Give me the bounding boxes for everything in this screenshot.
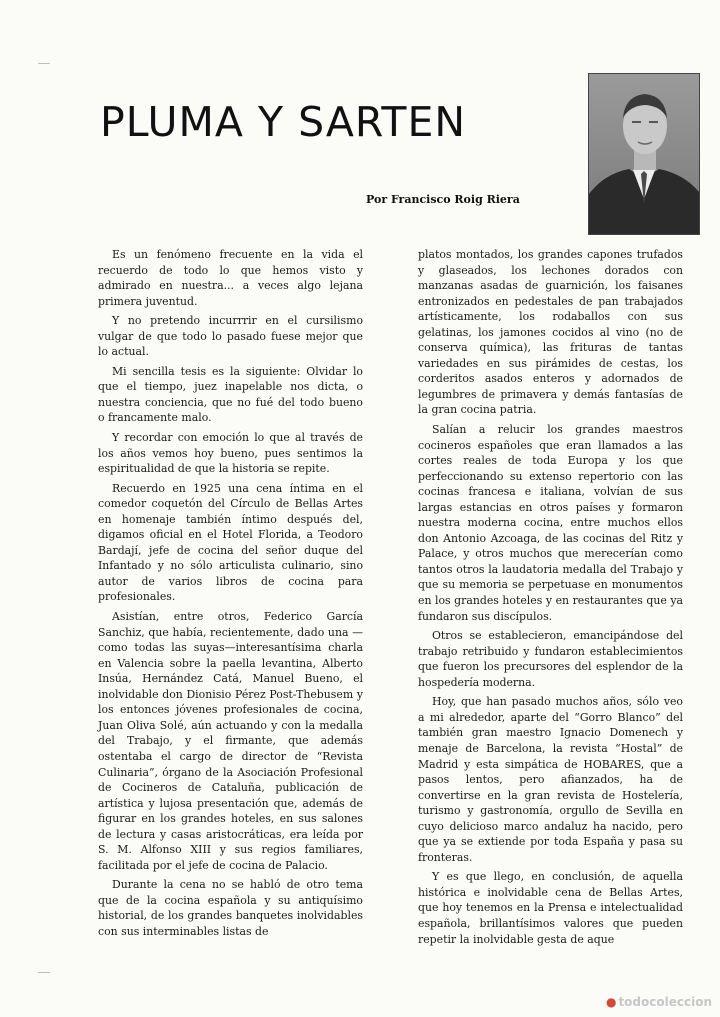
paragraph: Otros se establecieron, emancipándose del trabajo retribuido y fundaron establecimientos que fueron los precursores del esplendor de la hospedería moderna. (418, 629, 683, 689)
article-title: PLUMA Y SARTEN (100, 98, 467, 146)
crop-mark-bottom-left (38, 972, 50, 973)
paragraph: Y es que llego, en conclusión, de aquella histórica e inolvidable cena de Bellas Artes, que hoy tenemos en la Prensa e intelectualidad española, brillantísimos valores que pueden repetir la inolvidable gesta de aque (418, 870, 683, 946)
article-byline: Por Francisco Roig Riera (366, 193, 520, 206)
watermark-text: todocoleccion (618, 995, 712, 1009)
paragraph: Es un fenómeno frecuente en la vida el recuerdo de todo lo que hemos visto y admirado en nuestra... a veces algo lejana primera juventud. (98, 248, 363, 308)
crop-mark-top-left (38, 63, 50, 64)
text-column-left (98, 247, 363, 944)
paragraph: Mi sencilla tesis es la siguiente: Olvidar lo que el tiempo, juez inapelable nos dicta, o nuestra conciencia, que no fué del todo bueno o francamente malo. (98, 364, 363, 425)
paragraph: Asistían, entre otros, Federico García Sanchiz, que había, recientemente, dado una —como todas las suyas—interesantísima charla en Valencia sobre la paella levantina, Alberto Insúa, Hernández Catá, Manuel Bueno, el inolvidable don Dionisio Pérez Post-Thebusem y los entonces jóvenes profesionales de cocina, Juan Oliva Solé, aún actuando y con la medalla del Trabajo, y el firmante, que además ostentaba el cargo de director de “Revista Culinaria”, órgano de la Asociación Profesional de Cocineros de Cataluña, publicación de artística y lujosa presentación que, además de figurar en los grandes hoteles, en sus salones de lectura y casas aristocráticas, era leída por S. M. Alfonso XIII y sus regios familiares, facilitada por el jefe de cocina de Palacio. (98, 610, 363, 872)
text-column-right (418, 247, 683, 951)
paragraph: Y recordar con emoción lo que al través de los años vemos hoy bueno, pues sentimos la espiritualidad de que la historia se repite. (98, 431, 363, 476)
paragraph: Recuerdo en 1925 una cena íntima en el comedor coquetón del Círculo de Bellas Artes en homenaje también íntimo después del, digamos oficial en el Hotel Florida, a Teodoro Bardají, jefe de cocina del señor duque del Infantado y no sólo articulista culinario, sino autor de varios libros de cocina para profesionales. (98, 481, 363, 604)
paragraph: Y no pretendo incurrrir en el cursilismo vulgar de que todo lo pasado fuese mejor que lo actual. (98, 314, 363, 359)
watermark-logo (606, 995, 712, 1009)
portrait-icon (589, 74, 699, 234)
paragraph: Hoy, que han pasado muchos años, sólo veo a mi alrededor, aparte del “Gorro Blanco” del también gran maestro Ignacio Domenech y menaje de Barcelona, la revista “Hostal” de Madrid y esta simpática de HOBARES, que a pasos lentos, pero afianzados, ha de convertirse en la gran revista de Hostelería, turismo y gastronomía, orgullo de Sevilla en cuyo delicioso marco andaluz ha nacido, pero que ya se extiende por toda España y pasa su fronteras. (418, 695, 683, 864)
paragraph: Salían a relucir los grandes maestros cocineros españoles que eran llamados a las cortes reales de toda Europa y los que perfeccionando su extenso repertorio con las cocinas francesa e italiana, volvían de sus largas estancias en otros países y formaron nuestra moderna cocina, entre muchos ellos don Antonio Azcoaga, de las cocinas del Ritz y Palace, y otros muchos que merecerían como tantos otros la laudatoria medalla del Trabajo y que su memoria se perpetuase en monumentos en los grandes hoteles y en restaurantes que ya fundaron sus discípulos. (418, 423, 683, 623)
paragraph: Durante la cena no se habló de otro tema que de la cocina española y su antiquísimo historial, de los grandes banquetes inolvidables con sus interminables listas de (98, 878, 363, 938)
watermark-mark-icon: ● (605, 995, 617, 1009)
paragraph: platos montados, los grandes capones trufados y glaseados, los lechones dorados con manzanas asadas de guarnición, los faisanes entronizados en pedestales de pan trabajados artísticamente, los rodaballos con sus gelatinas, los jamones cocidos al vino (no de conserva química), las frituras de tantas variedades en sus pirámides de cestas, los corderitos asados enteros y adornados de legumbres de primavera y demás fantasías de la gran cocina patria. (418, 248, 683, 417)
portrait-photo (588, 73, 700, 235)
